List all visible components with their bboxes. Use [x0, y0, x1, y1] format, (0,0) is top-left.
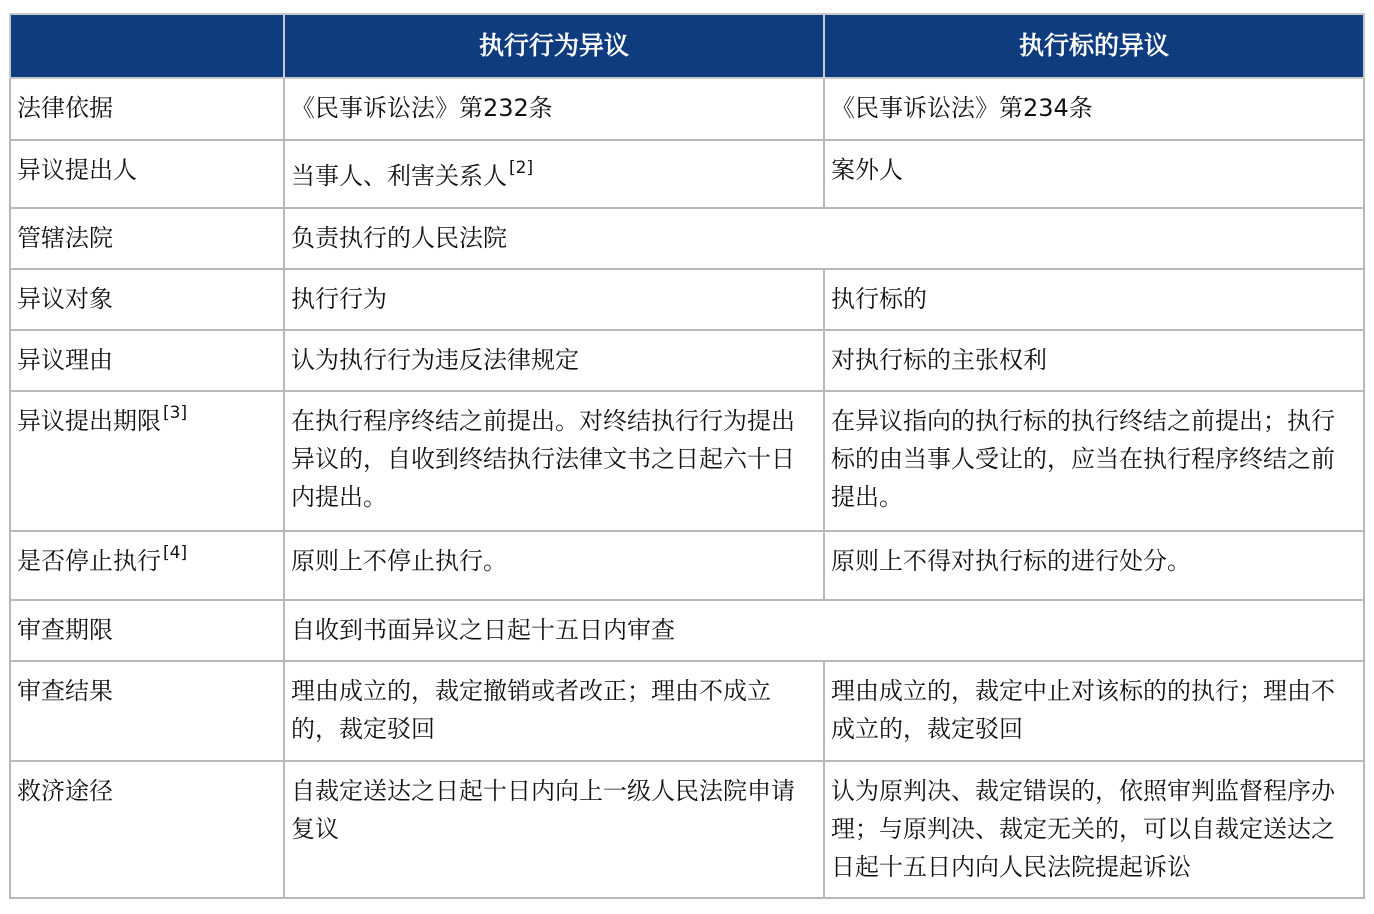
table-row	[10, 140, 1364, 208]
table-row	[10, 78, 1364, 140]
table-cell: 执行标的	[824, 269, 1364, 330]
table-row	[10, 661, 1364, 761]
row-label-text: 异议提出期限	[17, 407, 161, 435]
table-header	[10, 14, 1364, 78]
table-body	[10, 78, 1364, 898]
table-cell: 《民事诉讼法》第232条	[284, 78, 824, 140]
row-label-text: 是否停止执行	[17, 547, 161, 575]
row-label: 救济途径	[10, 761, 284, 898]
table-cell: 认为执行行为违反法律规定	[284, 330, 824, 391]
header-enforcement-act-objection: 执行行为异议	[284, 14, 824, 78]
row-label: 异议对象	[10, 269, 284, 330]
table-row	[10, 208, 1364, 269]
merged-cell: 负责执行的人民法院	[284, 208, 1364, 269]
table-cell: 认为原判决、裁定错误的，依照审判监督程序办理；与原判决、裁定无关的，可以自裁定送达之日起十五日内向人民法院提起诉讼	[824, 761, 1364, 898]
table-cell: 案外人	[824, 140, 1364, 208]
row-label: 审查结果	[10, 661, 284, 761]
table-row	[10, 600, 1364, 661]
table-row	[10, 531, 1364, 600]
table-row	[10, 269, 1364, 330]
row-label: 异议提出人	[10, 140, 284, 208]
table-cell	[284, 140, 824, 208]
comparison-table	[9, 13, 1365, 899]
row-label: 审查期限	[10, 600, 284, 661]
footnote-marker: [2]	[509, 157, 534, 178]
row-label	[10, 531, 284, 600]
footnote-marker: [3]	[163, 402, 188, 423]
table-cell: 理由成立的，裁定中止对该标的的执行；理由不成立的，裁定驳回	[824, 661, 1364, 761]
header-blank-cell	[10, 14, 284, 78]
footnote-marker: [4]	[163, 542, 188, 563]
table-cell: 原则上不得对执行标的进行处分。	[824, 531, 1364, 600]
merged-cell: 自收到书面异议之日起十五日内审查	[284, 600, 1364, 661]
table-row	[10, 330, 1364, 391]
table-cell: 在异议指向的执行标的执行终结之前提出；执行标的由当事人受让的，应当在执行程序终结之前提出。	[824, 391, 1364, 531]
table-cell: 自裁定送达之日起十日内向上一级人民法院申请复议	[284, 761, 824, 898]
table-row	[10, 761, 1364, 898]
table-cell: 原则上不停止执行。	[284, 531, 824, 600]
table-cell: 在执行程序终结之前提出。对终结执行行为提出异议的，自收到终结执行法律文书之日起六十日内提出。	[284, 391, 824, 531]
table-row	[10, 391, 1364, 531]
row-label	[10, 391, 284, 531]
table-cell: 执行行为	[284, 269, 824, 330]
table-cell: 对执行标的主张权利	[824, 330, 1364, 391]
row-label: 管辖法院	[10, 208, 284, 269]
table-cell: 理由成立的，裁定撤销或者改正；理由不成立的，裁定驳回	[284, 661, 824, 761]
row-label: 法律依据	[10, 78, 284, 140]
header-enforcement-object-objection: 执行标的异议	[824, 14, 1364, 78]
row-label: 异议理由	[10, 330, 284, 391]
header-row	[10, 14, 1364, 78]
table-cell: 《民事诉讼法》第234条	[824, 78, 1364, 140]
cell-text: 当事人、利害关系人	[291, 162, 507, 190]
